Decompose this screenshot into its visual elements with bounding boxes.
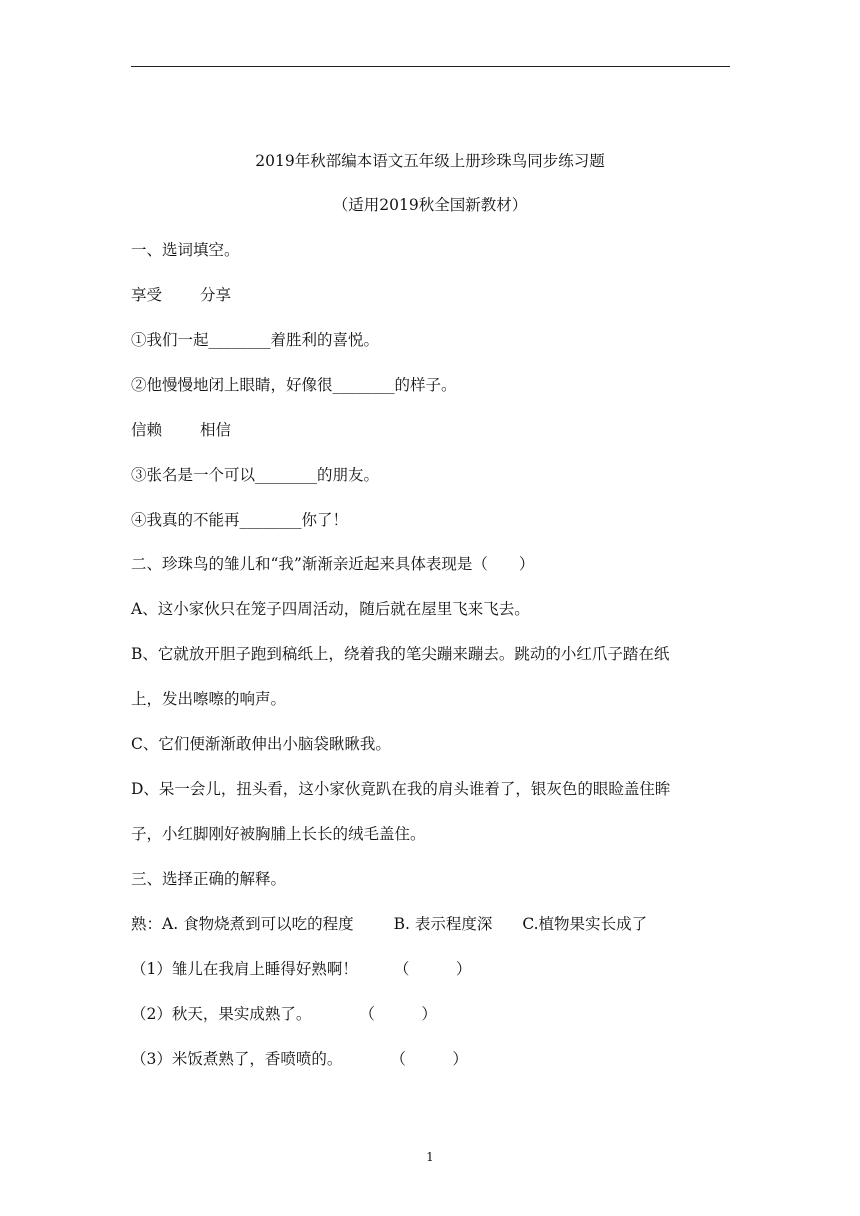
word-option: 享受 [131,286,163,304]
word-group-2 [131,420,231,440]
option-b-line2: 上，发出嚓嚓的响声。 [131,690,287,708]
page-number: 1 [426,1150,434,1164]
word-option: 分享 [200,286,232,304]
item-1 [131,959,471,979]
option-d-line2: 子，小红脚刚好被胸脯上长长的绒毛盖住。 [131,825,426,843]
header-rule [131,66,730,67]
word-group-1 [131,285,231,305]
answer-blank: （ ） [390,1050,468,1068]
item-3 [131,1049,468,1069]
section2-heading: 二、珍珠鸟的雏儿和“我”渐渐亲近起来具体表现是（ ） [131,555,535,573]
definition-c: C.植物果实长成了 [522,915,648,933]
definition-row [131,914,647,934]
item-text: （2）秋天，果实成熟了。 [131,1005,312,1023]
answer-blank: （ ） [359,1005,437,1023]
item-text: （3）米饭煮熟了，香喷喷的。 [131,1050,343,1068]
question-3: ③张名是一个可以________的朋友。 [131,466,380,484]
definition-b: B. 表示程度深 [393,915,493,933]
document-subtitle: （适用2019秋全国新教材） [332,196,528,214]
section3-heading: 三、选择正确的解释。 [131,870,287,888]
document-title: 2019年秋部编本语文五年级上册珍珠鸟同步练习题 [255,152,605,170]
definition-head: 熟： [131,915,163,933]
word-option: 相信 [200,421,232,439]
question-1: ①我们一起________着胜利的喜悦。 [131,331,380,349]
word-option: 信赖 [131,421,163,439]
option-b-line1: B、它就放开胆子跑到稿纸上，绕着我的笔尖蹦来蹦去。跳动的小红爪子踏在纸 [131,645,670,663]
option-d-line1: D、呆一会儿，扭头看，这小家伙竟趴在我的肩头谁着了，银灰色的眼睑盖住眸 [131,780,671,798]
answer-blank: （ ） [393,960,472,978]
question-4: ④我真的不能再________你了！ [131,511,349,529]
definition-a: A. 食物烧煮到可以吃的程度 [162,915,354,933]
item-2 [131,1004,437,1024]
question-2: ②他慢慢地闭上眼睛，好像很________的样子。 [131,376,457,394]
option-a: A、这小家伙只在笼子四周活动，随后就在屋里飞来飞去。 [131,600,530,618]
item-text: （1）雏儿在我肩上睡得好熟啊！ [131,960,358,978]
option-c: C、它们便渐渐敢伸出小脑袋瞅瞅我。 [131,735,391,753]
section1-heading: 一、选词填空。 [131,241,240,259]
